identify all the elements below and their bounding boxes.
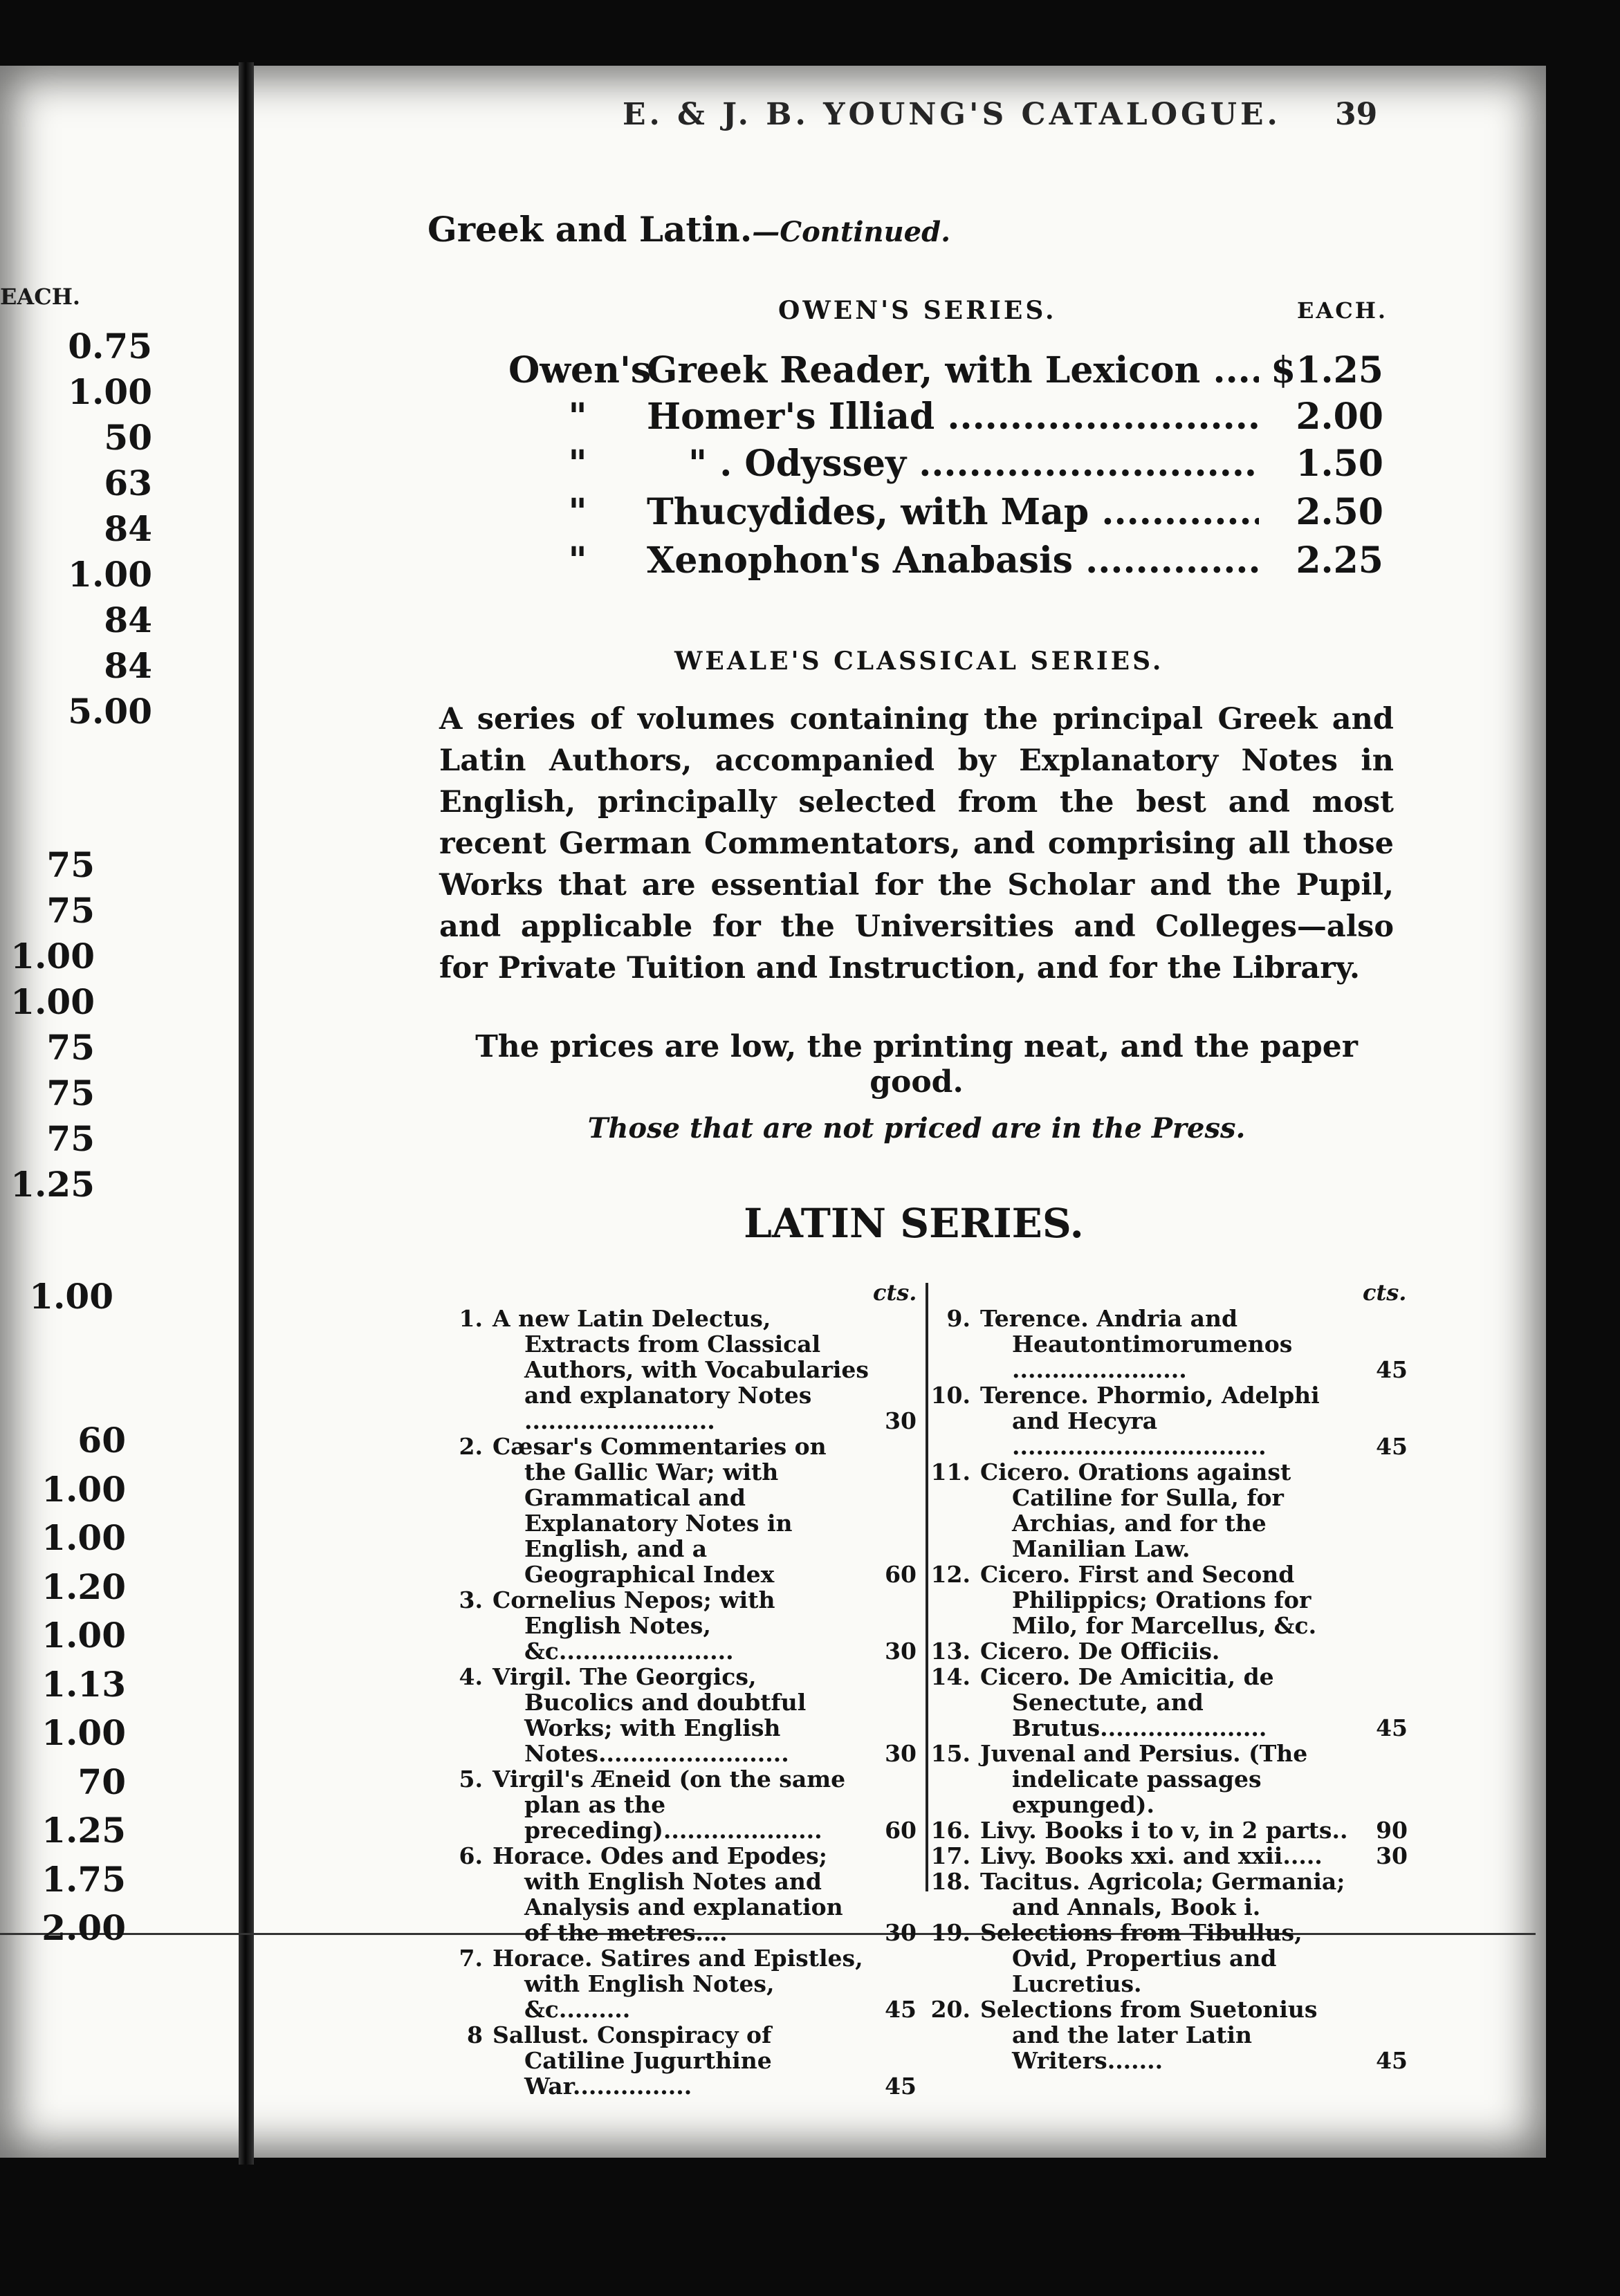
left-price-single: 1.00 — [29, 1276, 113, 1317]
left-price: 1.25 — [42, 1810, 126, 1851]
item-number: 14. — [930, 1663, 970, 1690]
press-note: Those that are not priced are in the Press. — [587, 1112, 1246, 1145]
item-number: 20. — [930, 1996, 970, 2023]
latin-item — [930, 1741, 1408, 1817]
item-price: 45 — [1376, 1714, 1408, 1741]
item-text: Virgil. The Georgics, Bucolics and doubtful Works; with English Notes........................ — [493, 1663, 807, 1767]
left-price: 84 — [104, 645, 152, 686]
owen-row — [508, 443, 1383, 490]
left-price: 75 — [46, 1118, 95, 1159]
latin-item — [443, 1306, 917, 1434]
latin-item — [443, 1945, 917, 2022]
left-price: 1.00 — [42, 1615, 126, 1656]
latin-item — [443, 1664, 917, 1766]
latin-item — [443, 1766, 917, 1843]
latin-item — [443, 1587, 917, 1664]
left-price: 50 — [104, 417, 152, 458]
item-text: Selections from Suetonius and the later Latin Writers....... — [980, 1996, 1318, 2074]
item-text: A new Latin Delectus, Extracts from Classical Authors, with Vocabularies and explanatory Notes ........................ — [493, 1305, 869, 1434]
item-number: 9. — [946, 1305, 970, 1332]
item-text: Cicero. De Officiis. — [980, 1638, 1220, 1665]
item-number: 1. — [459, 1305, 483, 1332]
latin-item — [930, 1817, 1408, 1843]
item-text: Livy. Books xxi. and xxii..... — [980, 1842, 1323, 1869]
left-price: 84 — [104, 508, 152, 549]
latin-series-heading: LATIN SERIES. — [744, 1200, 1084, 1247]
item-text: Cornelius Nepos; with English Notes, &c...................... — [493, 1586, 775, 1665]
latin-item — [930, 1382, 1408, 1459]
item-price: 45 — [1376, 1433, 1408, 1460]
item-number: 10. — [930, 1382, 970, 1409]
item-text: Tacitus. Agricola; Germania; and Annals, Book i. — [980, 1868, 1345, 1920]
left-price: 60 — [77, 1420, 126, 1461]
left-each-label: EACH. — [0, 284, 81, 310]
left-price: 0.75 — [68, 326, 152, 367]
left-price: 1.25 — [10, 1164, 95, 1205]
item-text: Cicero. De Amicitia, de Senectute, and Brutus..................... — [980, 1663, 1274, 1741]
running-header: E. & J. B. YOUNG'S CATALOGUE. — [623, 97, 1281, 132]
item-price: 30 — [885, 1740, 917, 1767]
latin-list-right — [930, 1306, 1408, 2073]
left-price: 1.00 — [68, 371, 152, 412]
weale-description: A series of volumes containing the principal Greek and Latin Authors, accompanied by Explanatory Notes in English, principally selected from the best and most recent German Commentators, and comprising all those Works that are essential for the Scholar and the Pupil, and applicable for the Universities and Colleges—also for Private Tuition and Instruction, and for the Library. — [439, 702, 1394, 985]
latin-item — [443, 1434, 917, 1587]
owen-row — [508, 539, 1383, 586]
item-text: Horace. Odes and Epodes; with English Notes and Analysis and explanation of the metres.... — [493, 1842, 843, 1946]
cts-label-left: cts. — [873, 1279, 917, 1306]
left-price: 75 — [46, 1027, 95, 1068]
item-number: 6. — [459, 1842, 483, 1869]
owen-price: 2.25 — [1296, 539, 1383, 582]
item-text: Virgil's Æneid (on the same plan as the preceding).................... — [493, 1766, 846, 1844]
left-price: 1.00 — [10, 936, 95, 976]
left-price: 70 — [77, 1761, 126, 1802]
item-price: 30 — [885, 1407, 917, 1434]
left-price: 75 — [46, 1073, 95, 1113]
left-price: 1.20 — [42, 1566, 126, 1607]
owen-title: Thucydides, with Map ..... — [647, 491, 1259, 533]
latin-item — [443, 1843, 917, 1945]
item-text: Terence. Andria and Heautontimorumenos ...................... — [980, 1305, 1293, 1383]
prices-note: The prices are low, the printing neat, and the paper good. — [475, 1029, 1358, 1100]
section-continued: —Continued. — [752, 216, 951, 248]
item-number: 19. — [930, 1919, 970, 1946]
item-text: Sallust. Conspiracy of Catiline Jugurthine War............... — [493, 2021, 772, 2100]
latin-item — [930, 1562, 1408, 1638]
item-number: 17. — [930, 1842, 970, 1869]
item-price: 45 — [1376, 1356, 1408, 1383]
item-price: 30 — [885, 1638, 917, 1665]
owen-price: $1.25 — [1271, 349, 1383, 391]
left-price: 2.00 — [42, 1907, 126, 1948]
owen-row — [508, 349, 1383, 396]
owen-author: " — [568, 539, 587, 582]
latin-item — [443, 2022, 917, 2099]
left-prices-top — [68, 324, 152, 734]
left-price: 63 — [104, 463, 152, 503]
item-number: 13. — [930, 1638, 970, 1665]
item-number: 18. — [930, 1868, 970, 1895]
book-gutter — [239, 62, 254, 2165]
weale-series-heading: WEALE'S CLASSICAL SERIES. — [674, 647, 1164, 676]
owen-title: " . Odyssey ..... — [647, 443, 1259, 485]
owen-author: " — [568, 491, 587, 533]
item-number: 11. — [930, 1459, 970, 1485]
section-heading — [427, 209, 950, 250]
owen-series-heading: OWEN'S SERIES. — [778, 296, 1057, 325]
item-number: 3. — [459, 1586, 483, 1613]
left-price: 1.00 — [42, 1468, 126, 1510]
item-price: 30 — [885, 1919, 917, 1946]
item-text: Cicero. Orations against Catiline for Sulla, for Archias, and for the Manilian Law. — [980, 1459, 1291, 1562]
left-prices-mid — [10, 842, 95, 1207]
owen-row — [508, 396, 1383, 443]
page-number: 39 — [1335, 97, 1378, 132]
owen-author: Owen's — [508, 349, 652, 391]
item-text: Juvenal and Persius. (The indelicate passages expunged). — [980, 1740, 1308, 1818]
latin-item — [930, 1843, 1408, 1869]
left-price: 1.00 — [10, 981, 95, 1022]
left-price: 1.00 — [42, 1712, 126, 1753]
owen-price: 2.00 — [1296, 396, 1383, 438]
item-price: 90 — [1376, 1817, 1408, 1844]
latin-item — [930, 1459, 1408, 1562]
item-text: Horace. Satires and Epistles, with English Notes, &c......... — [493, 1945, 863, 2023]
latin-item — [930, 1638, 1408, 1664]
latin-item — [930, 1997, 1408, 2073]
section-title: Greek and Latin. — [427, 209, 753, 250]
item-number: 7. — [459, 1945, 483, 1972]
item-number: 16. — [930, 1817, 970, 1844]
left-price: 84 — [104, 600, 152, 640]
item-price: 45 — [885, 1996, 917, 2023]
latin-item — [930, 1664, 1408, 1741]
owen-price: 2.50 — [1296, 491, 1383, 533]
item-number: 15. — [930, 1740, 970, 1767]
owen-title: Xenophon's Anabasis ..... — [647, 539, 1259, 582]
item-price: 60 — [885, 1561, 917, 1588]
item-price: 45 — [1376, 2047, 1408, 2074]
owen-author: " — [568, 443, 587, 485]
latin-list-left — [443, 1306, 917, 2099]
owen-title: Greek Reader, with Lexicon ..... — [647, 349, 1259, 391]
cts-label-right: cts. — [1363, 1279, 1407, 1306]
left-price: 5.00 — [68, 691, 152, 732]
item-number: 4. — [459, 1663, 483, 1690]
item-text: Terence. Phormio, Adelphi and Hecyra ................................ — [980, 1382, 1320, 1460]
owen-row — [508, 491, 1383, 538]
item-number: 5. — [459, 1766, 483, 1793]
owen-title: Homer's Illiad ..... — [647, 396, 1259, 438]
item-text: Cæsar's Commentaries on the Gallic War; with Grammatical and Explanatory Notes in English, and a Geographical Index — [493, 1433, 827, 1588]
left-price: 75 — [46, 890, 95, 931]
item-text: Cicero. First and Second Philippics; Orations for Milo, for Marcellus, &c. — [980, 1561, 1317, 1639]
item-price: 30 — [1376, 1842, 1408, 1869]
column-divider — [926, 1283, 928, 1891]
item-price: 60 — [885, 1817, 917, 1844]
item-number: 12. — [930, 1561, 970, 1588]
latin-item — [930, 1306, 1408, 1382]
owen-author: " — [568, 396, 587, 438]
item-number: 2. — [459, 1433, 483, 1460]
item-price: 45 — [885, 2073, 917, 2100]
item-text: Livy. Books i to v, in 2 parts.. — [980, 1817, 1348, 1844]
item-text: Selections from Tibullus, Ovid, Propertius and Lucretius. — [980, 1919, 1303, 1997]
left-price: 75 — [46, 844, 95, 885]
left-prices-bottom — [42, 1416, 126, 1953]
left-price: 1.13 — [42, 1663, 126, 1705]
each-label: EACH. — [1297, 297, 1388, 324]
left-price: 1.00 — [42, 1517, 126, 1558]
latin-item — [930, 1920, 1408, 1997]
owen-price: 1.50 — [1296, 443, 1383, 485]
left-price: 1.00 — [68, 554, 152, 595]
latin-item — [930, 1869, 1408, 1920]
item-number: 8 — [467, 2021, 483, 2048]
left-price: 1.75 — [42, 1858, 126, 1900]
